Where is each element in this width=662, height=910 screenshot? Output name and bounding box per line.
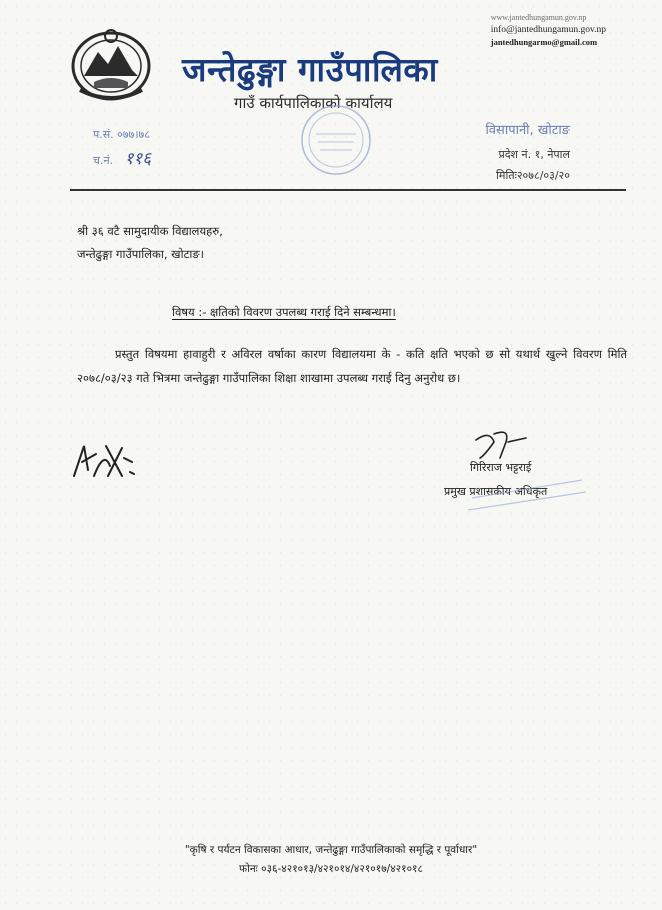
dispatch-number: ११६ [124, 149, 152, 169]
handwritten-initials-icon [70, 436, 140, 486]
recipient-line-2: जन्तेढुङ्गा गाउँपालिका, खोटाङ। [77, 247, 205, 261]
signer-name: गिरिराज भट्टराई [470, 461, 532, 474]
nepal-emblem-icon [66, 24, 156, 104]
footer-motto: "कृषि र पर्यटन विकासका आधार, जन्तेढुङ्गा गाउँपालिकाको समृद्धि र पूर्वाधार" [184, 844, 478, 856]
dispatch-number-row [93, 146, 151, 169]
contact-email: info@jantedhungamun.gov.np [490, 25, 606, 35]
contact-block [491, 12, 606, 48]
reference-number: प.सं. ०७७।७८ [93, 128, 150, 141]
recipient-line-1: श्री ३६ वटै सामुदायीक विद्यालयहरु, [77, 224, 223, 238]
office-title: जन्तेढुङ्गा गाउँपालिका [182, 50, 438, 89]
footer-phone: फोनः ०३६-४२१०१३/४२१०१४/४२१०१७/४२१०१८ [239, 863, 423, 875]
letter-body: प्रस्तुत विषयमा हावाहुरी र अविरल वर्षाका कारण विद्यालयमा के - कति क्षति भएको छ सो यथार्थ खुल्ने विवरण मिति २०७८/०३/२३ गते भित्रमा जन्तेढुङ्गा गाउँपालिका शिक्षा शाखामा उपलब्ध गराई दिनु अनुरोध छ। [77, 347, 627, 385]
signer-title: प्रमुख प्रशासकीय अधिकृत [444, 485, 548, 498]
office-place: विसापानी, खोटाङ [485, 123, 570, 138]
contact-email-alt: jantedhungarmo@gmail.com [490, 37, 598, 47]
letter-date: मितिः२०७८/०३/२० [496, 169, 570, 182]
office-stamp-icon [296, 100, 376, 180]
letter-subject: विषय :- क्षतिको विवरण उपलब्ध गराई दिने सम्बन्धमा। [172, 305, 396, 319]
office-subtitle: गाउँ कार्यपालिकाको कार्यालय [234, 94, 393, 112]
contact-website: www.jantedhungamun.gov.np [490, 13, 587, 22]
signature-icon [470, 428, 530, 462]
office-province: प्रदेश नं. १, नेपाल [498, 148, 570, 161]
dispatch-label: च.नं. [93, 154, 114, 167]
signature-stamp-icon [462, 468, 592, 518]
header-divider [70, 189, 626, 191]
